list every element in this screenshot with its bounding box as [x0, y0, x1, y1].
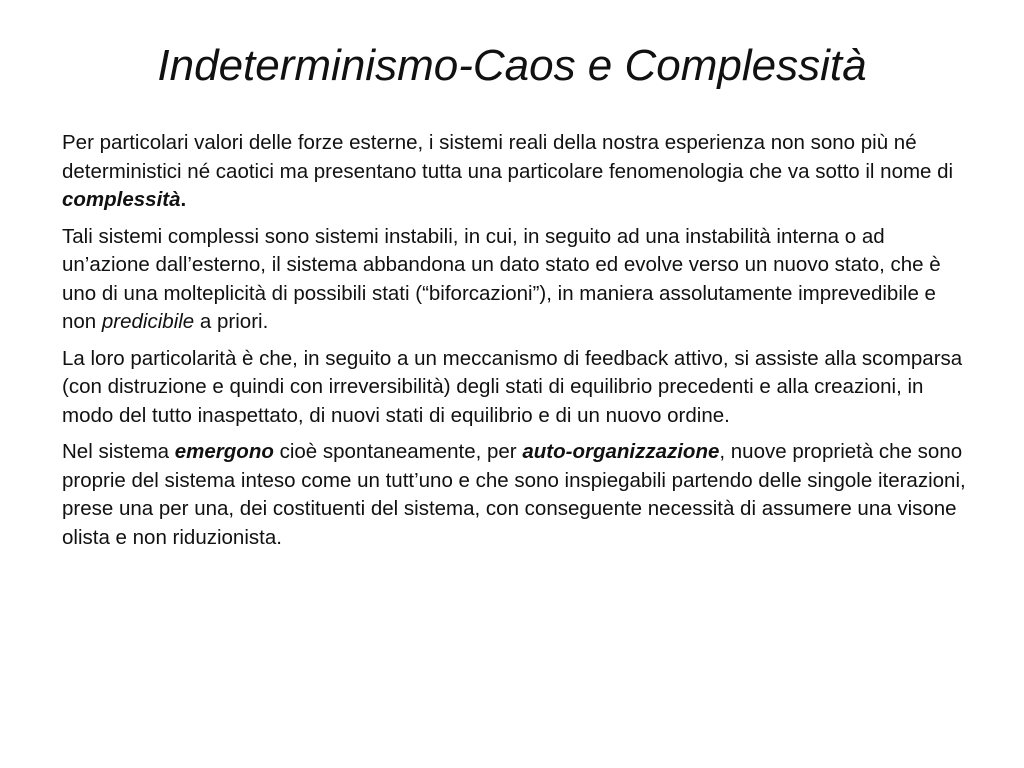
- paragraph-complessita: [62, 129, 972, 215]
- paragraph-text: , nuove proprietà che sono proprie del sistema inteso come un tutt’uno e che sono inspiegabili partendo delle singole iterazioni, prese una per una, dei costituenti del sistema, con conseguente necessità di assumere una visone olista e non riduzionista.: [62, 440, 966, 549]
- emphasized-term-emergono: emergono: [174, 440, 274, 463]
- slide-body: [62, 129, 972, 560]
- paragraph-emergenza: [62, 438, 972, 552]
- paragraph-text: Nel sistema: [62, 440, 175, 463]
- slide-title: Indeterminismo-Caos e Complessità: [157, 41, 867, 90]
- italic-term-predicibile: predicibile: [101, 310, 195, 333]
- paragraph-sistemi-instabili: [62, 223, 972, 337]
- emphasized-term-auto-organizzazione: auto-organizzazione: [522, 440, 720, 463]
- paragraph-text: La loro particolarità è che, in seguito a un meccanismo di feedback attivo, si assiste alla scomparsa (con distruzione e quindi con irreversibilità) degli stati di equilibrio precedenti e alla creazioni, in modo del tutto inaspettato, di nuovi stati di equilibrio e di un nuovo ordine.: [62, 346, 963, 427]
- paragraph-text: a priori.: [194, 310, 269, 333]
- emphasized-term-complessita: complessità: [62, 188, 181, 211]
- paragraph-text: Per particolari valori delle forze esterne, i sistemi reali della nostra esperienza non sono più né deterministici né caotici ma presentano tutta una particolare fenomenologia che va sotto il nome di: [62, 131, 954, 183]
- paragraph-feedback: [62, 345, 972, 431]
- paragraph-text: Tali sistemi complessi sono sistemi instabili, in cui, in seguito ad una instabilità interna o ad un’azione dall’esterno, il sistema abbandona un dato stato ed evolve verso un nuovo stato, che è uno di una molteplicità di possibili stati (“biforcazioni”), in maniera assolutamente imprevedibile e non: [62, 224, 941, 333]
- paragraph-text: cioè spontaneamente, per: [273, 440, 523, 463]
- paragraph-text: .: [180, 188, 187, 211]
